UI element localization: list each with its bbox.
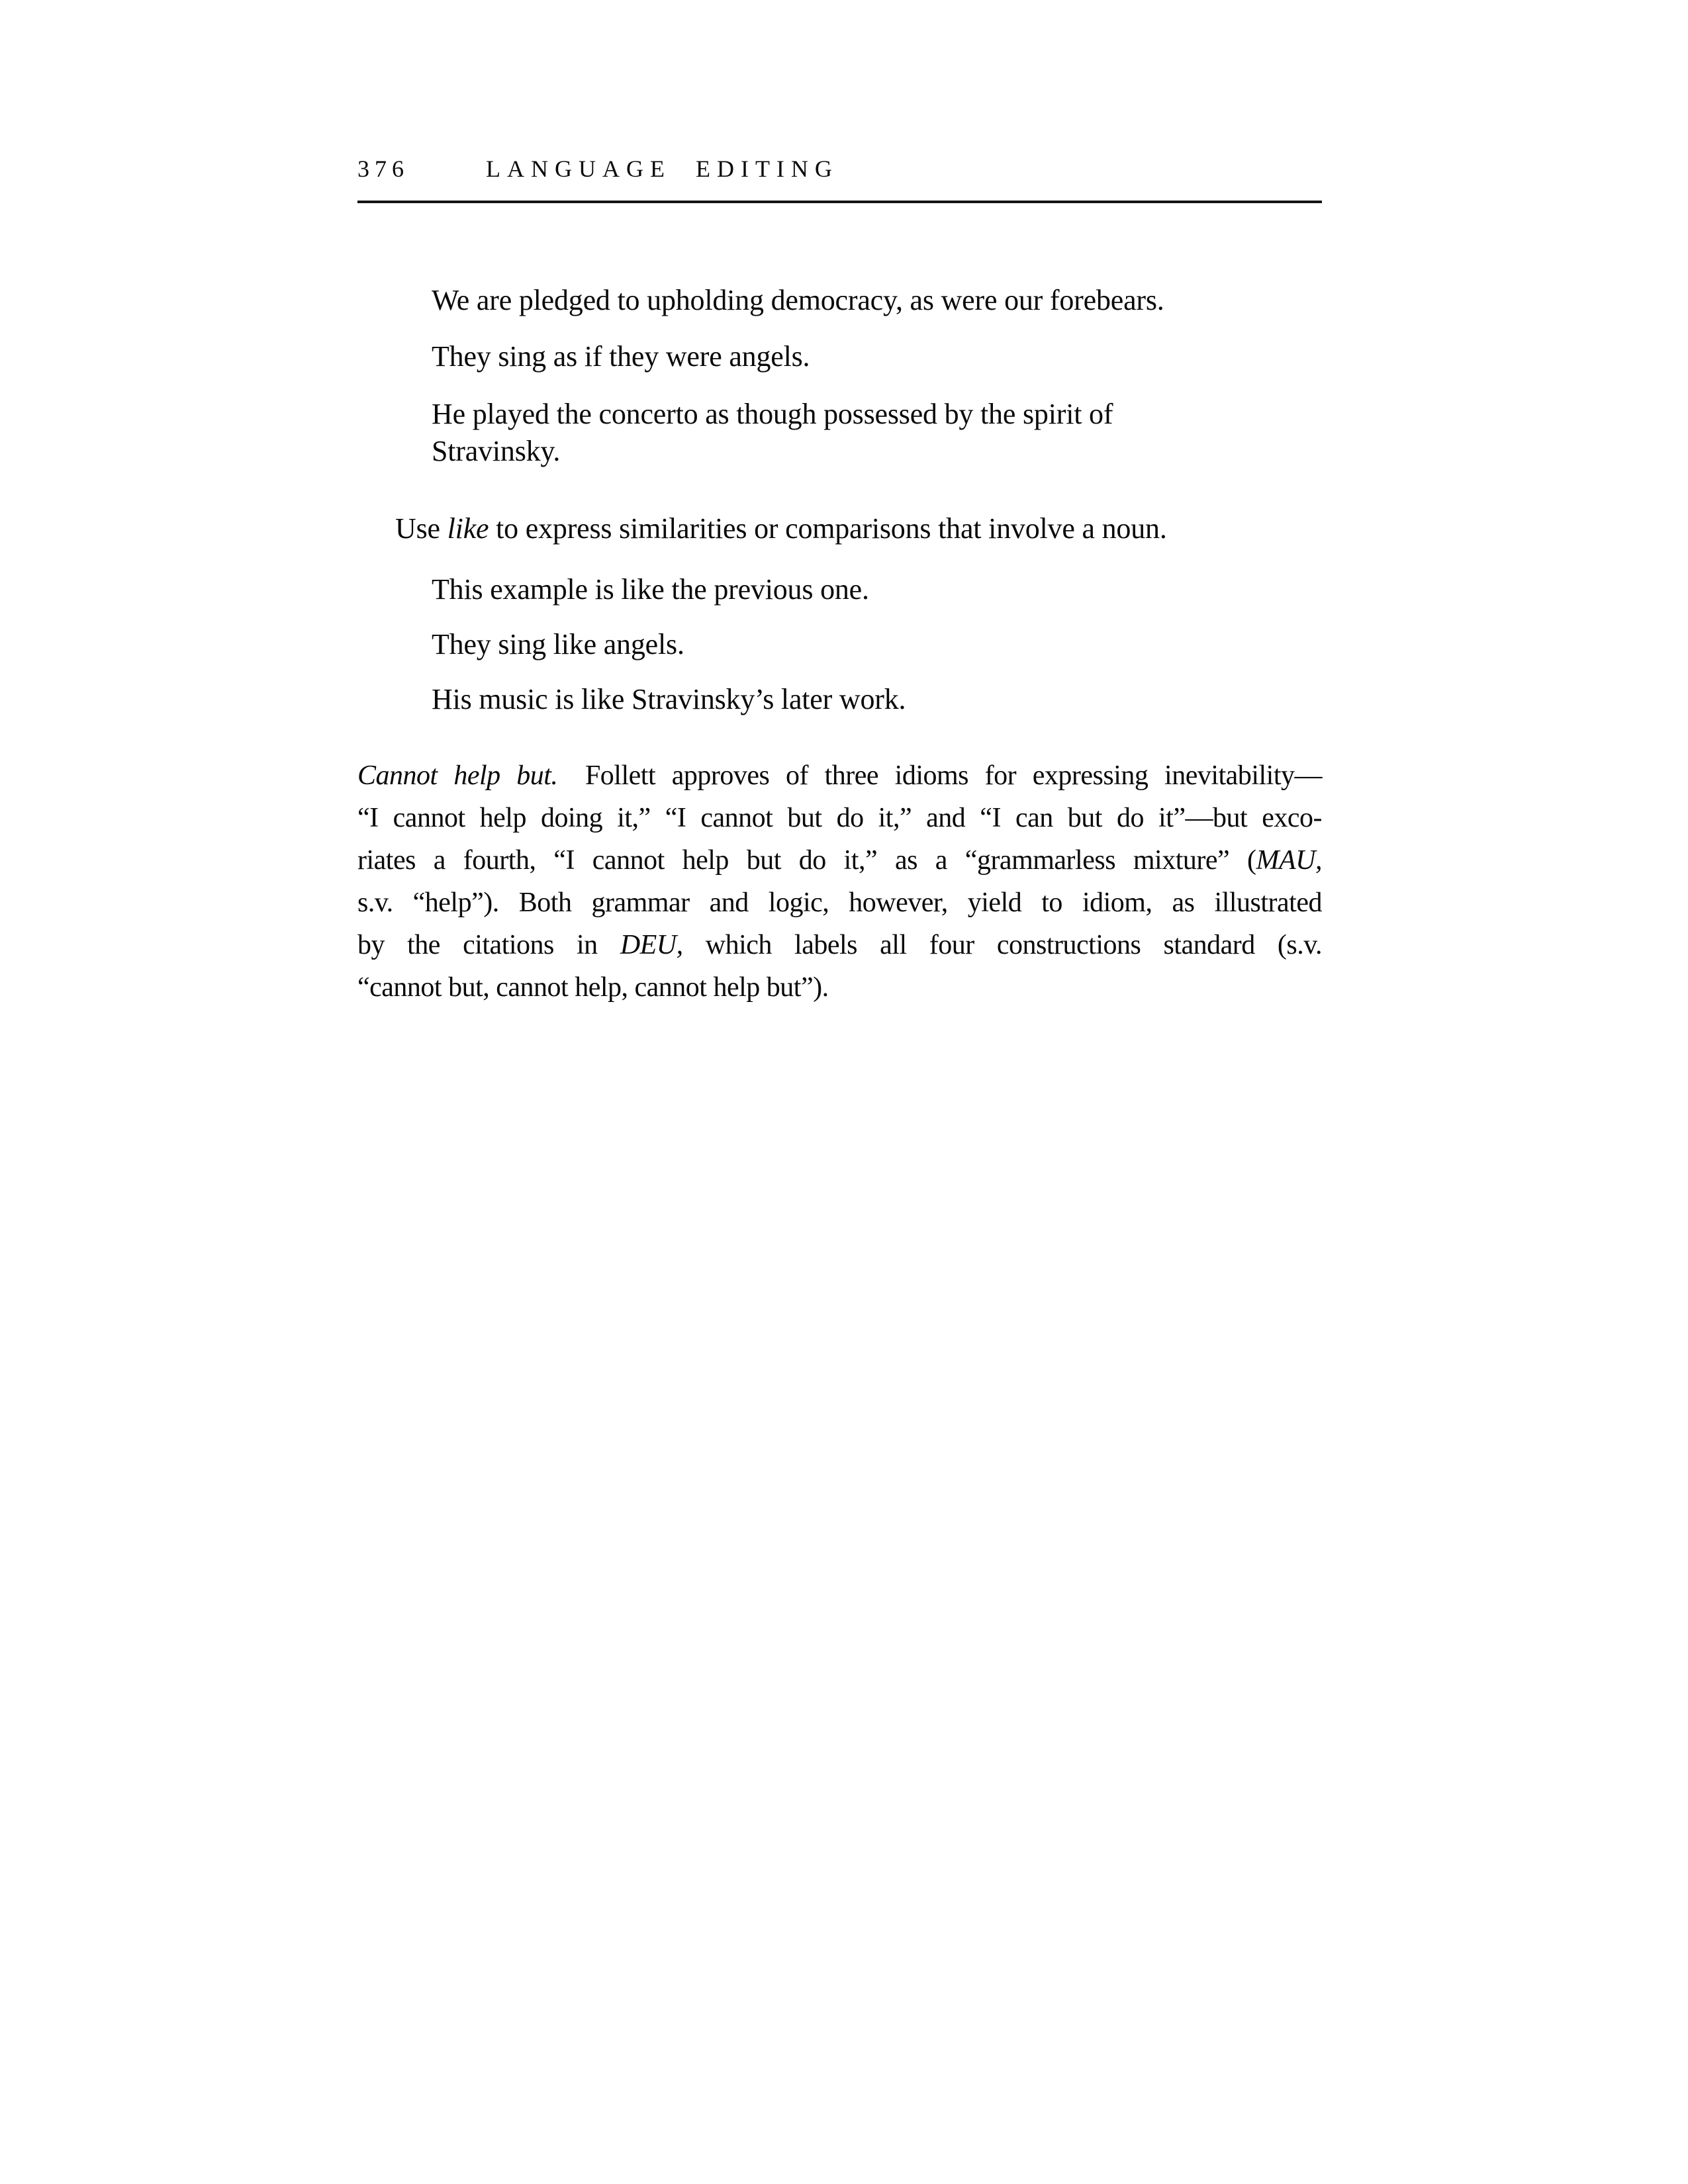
paragraph-line: s.v. “help”). Both grammar and logic, however, yield to idiom, as illustrated <box>357 887 1322 918</box>
example-as-forebears <box>432 282 1164 319</box>
example-as-stravinsky <box>432 396 1113 470</box>
example-line: This example is like the previous one. <box>432 573 869 606</box>
example-as-angels <box>432 338 810 375</box>
example-line: They sing like angels. <box>432 628 684 660</box>
paragraph-line: “I cannot help doing it,” “I cannot but do it,” and “I can but do it”—but exco- <box>357 803 1322 833</box>
like-usage-rule-sentence: Use like to express similarities or comparisons that involve a noun. <box>395 512 1167 545</box>
header-rule <box>357 201 1322 203</box>
example-line: We are pledged to upholding democracy, as were our forebears. <box>432 284 1164 316</box>
example-like-stravinsky <box>432 681 906 718</box>
paragraph-line: riates a fourth, “I cannot help but do it,” as a “grammarless mixture” (MAU, <box>357 845 1322 876</box>
example-line: They sing as if they were angels. <box>432 340 810 373</box>
paragraph-line: by the citations in DEU, which labels all four constructions standard (s.v. <box>357 930 1322 960</box>
example-line: He played the concerto as though possessed by the spirit of <box>432 398 1113 430</box>
cannot-help-but-paragraph <box>357 754 1322 1009</box>
example-line: Stravinsky. <box>432 435 561 467</box>
example-like-previous <box>432 571 869 608</box>
example-like-angels <box>432 626 684 663</box>
paragraph-line: “cannot but, cannot help, cannot help but”). <box>357 972 829 1003</box>
paragraph-line: Cannot help but. Follett approves of three idioms for expressing inevitability— <box>357 760 1322 791</box>
page-number: 376 <box>357 156 409 182</box>
example-line: His music is like Stravinsky’s later work. <box>432 683 906 715</box>
running-head-title: LANGUAGE EDITING <box>486 156 839 182</box>
